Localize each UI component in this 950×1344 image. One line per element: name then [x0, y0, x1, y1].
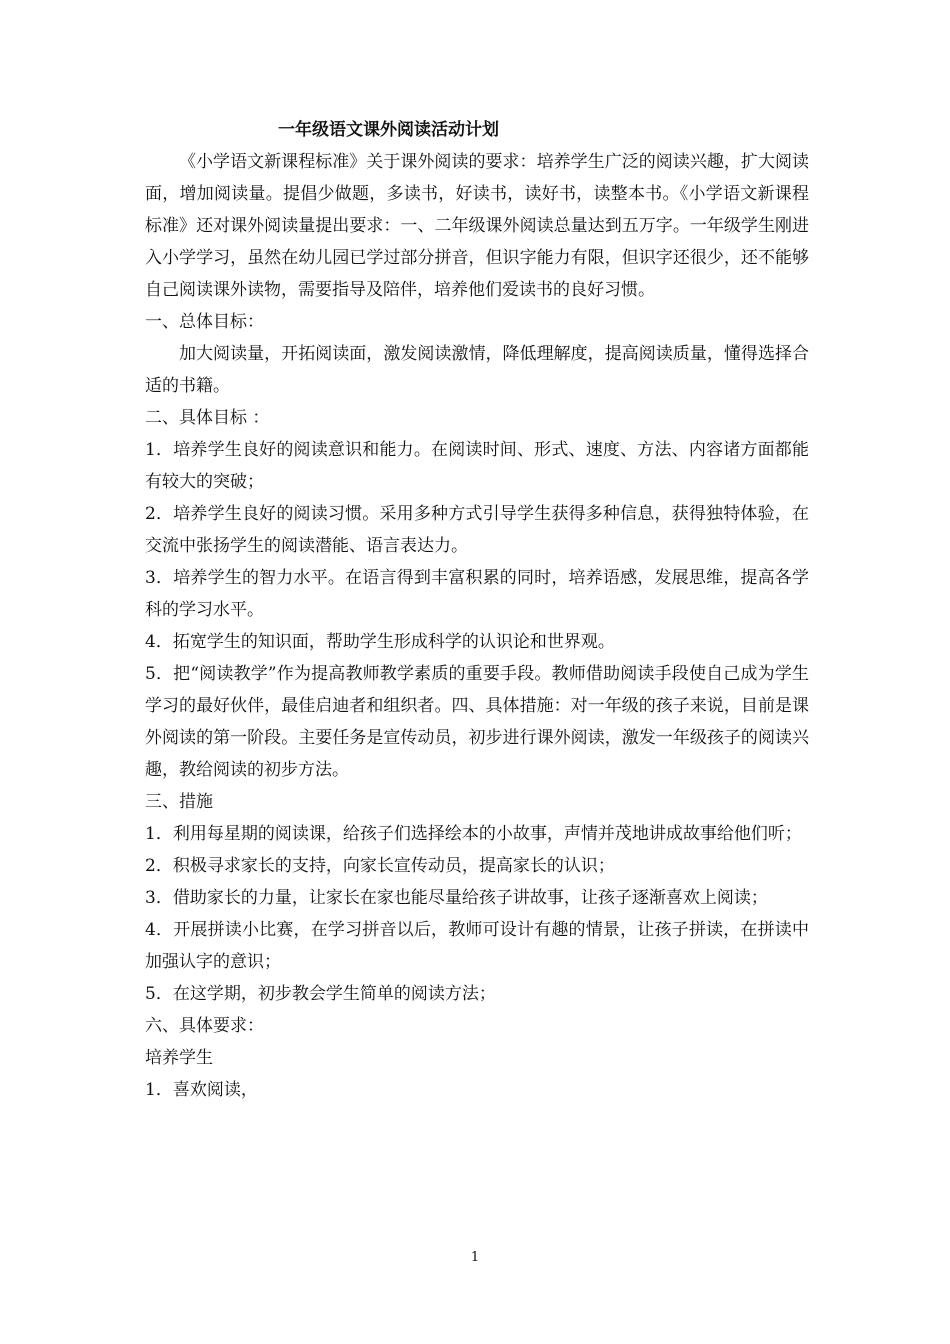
- intro-paragraph: 《小学语文新课程标准》关于课外阅读的要求：培养学生广泛的阅读兴趣，扩大阅读面，增加阅读量。提倡少做题，多读书，好读书，读好书，读整本书。《小学语文新课程标准》还对课外阅读量提出要求：一、二年级课外阅读总量达到五万字。一年级学生刚进入小学学习，虽然在幼儿园已学过部分拼音，但识字能力有限，但识字还很少，还不能够自己阅读课外读物，需要指导及陪伴，培养他们爱读书的良好习惯。: [145, 152, 809, 300]
- document-title: 一年级语文课外阅读活动计划: [278, 120, 499, 140]
- measure-item: 2．积极寻求家长的支持，向家长宣传动员，提高家长的认识；: [145, 856, 615, 876]
- page-number: 1: [470, 1250, 480, 1265]
- section-heading-measures: 三、措施: [145, 792, 213, 812]
- specific-goal-item: 4．拓宽学生的知识面，帮助学生形成科学的认识论和世界观。: [145, 632, 615, 652]
- specific-goal-item: 5．把“阅读教学”作为提高教师教学素质的重要手段。教师借助阅读手段使自己成为学生学习的最好伙伴，最佳启迪者和组织者。四、具体措施：对一年级的孩子来说，目前是课外阅读的第一阶段。主要任务是宣传动员，初步进行课外阅读，激发一年级孩子的阅读兴趣，教给阅读的初步方法。: [145, 664, 809, 780]
- requirements-subheading: 培养学生: [145, 1048, 213, 1068]
- measure-item: 3．借助家长的力量，让家长在家也能尽量给孩子讲故事，让孩子逐渐喜欢上阅读；: [145, 888, 768, 908]
- measure-item: 1．利用每星期的阅读课，给孩子们选择绘本的小故事，声情并茂地讲成故事给他们听；: [145, 824, 802, 844]
- specific-goal-item: 3．培养学生的智力水平。在语言得到丰富积累的同时，培养语感，发展思维，提高各学科的学习水平。: [145, 568, 809, 620]
- overall-goals-paragraph: 加大阅读量，开拓阅读面，激发阅读激情，降低理解度，提高阅读质量，懂得选择合适的书籍。: [145, 344, 809, 396]
- specific-goal-item: 1．培养学生良好的阅读意识和能力。在阅读时间、形式、速度、方法、内容诸方面都能有较大的突破；: [145, 440, 809, 492]
- document-body: [145, 146, 809, 1106]
- measure-item: 5．在这学期，初步教会学生简单的阅读方法；: [145, 984, 496, 1004]
- section-heading-requirements: 六、具体要求：: [145, 1016, 264, 1036]
- specific-goal-item: 2．培养学生良好的阅读习惯。采用多种方式引导学生获得多种信息，获得独特体验，在交流中张扬学生的阅读潜能、语言表达力。: [145, 504, 809, 556]
- requirement-item: 1．喜欢阅读，: [145, 1080, 258, 1100]
- section-heading-specific-goals: 二、具体目标 ：: [145, 408, 270, 428]
- section-heading-overall-goals: 一、总体目标：: [145, 312, 264, 332]
- measure-item: 4．开展拼读小比赛，在学习拼音以后，教师可设计有趣的情景，让孩子拼读，在拼读中加强认字的意识；: [145, 920, 809, 972]
